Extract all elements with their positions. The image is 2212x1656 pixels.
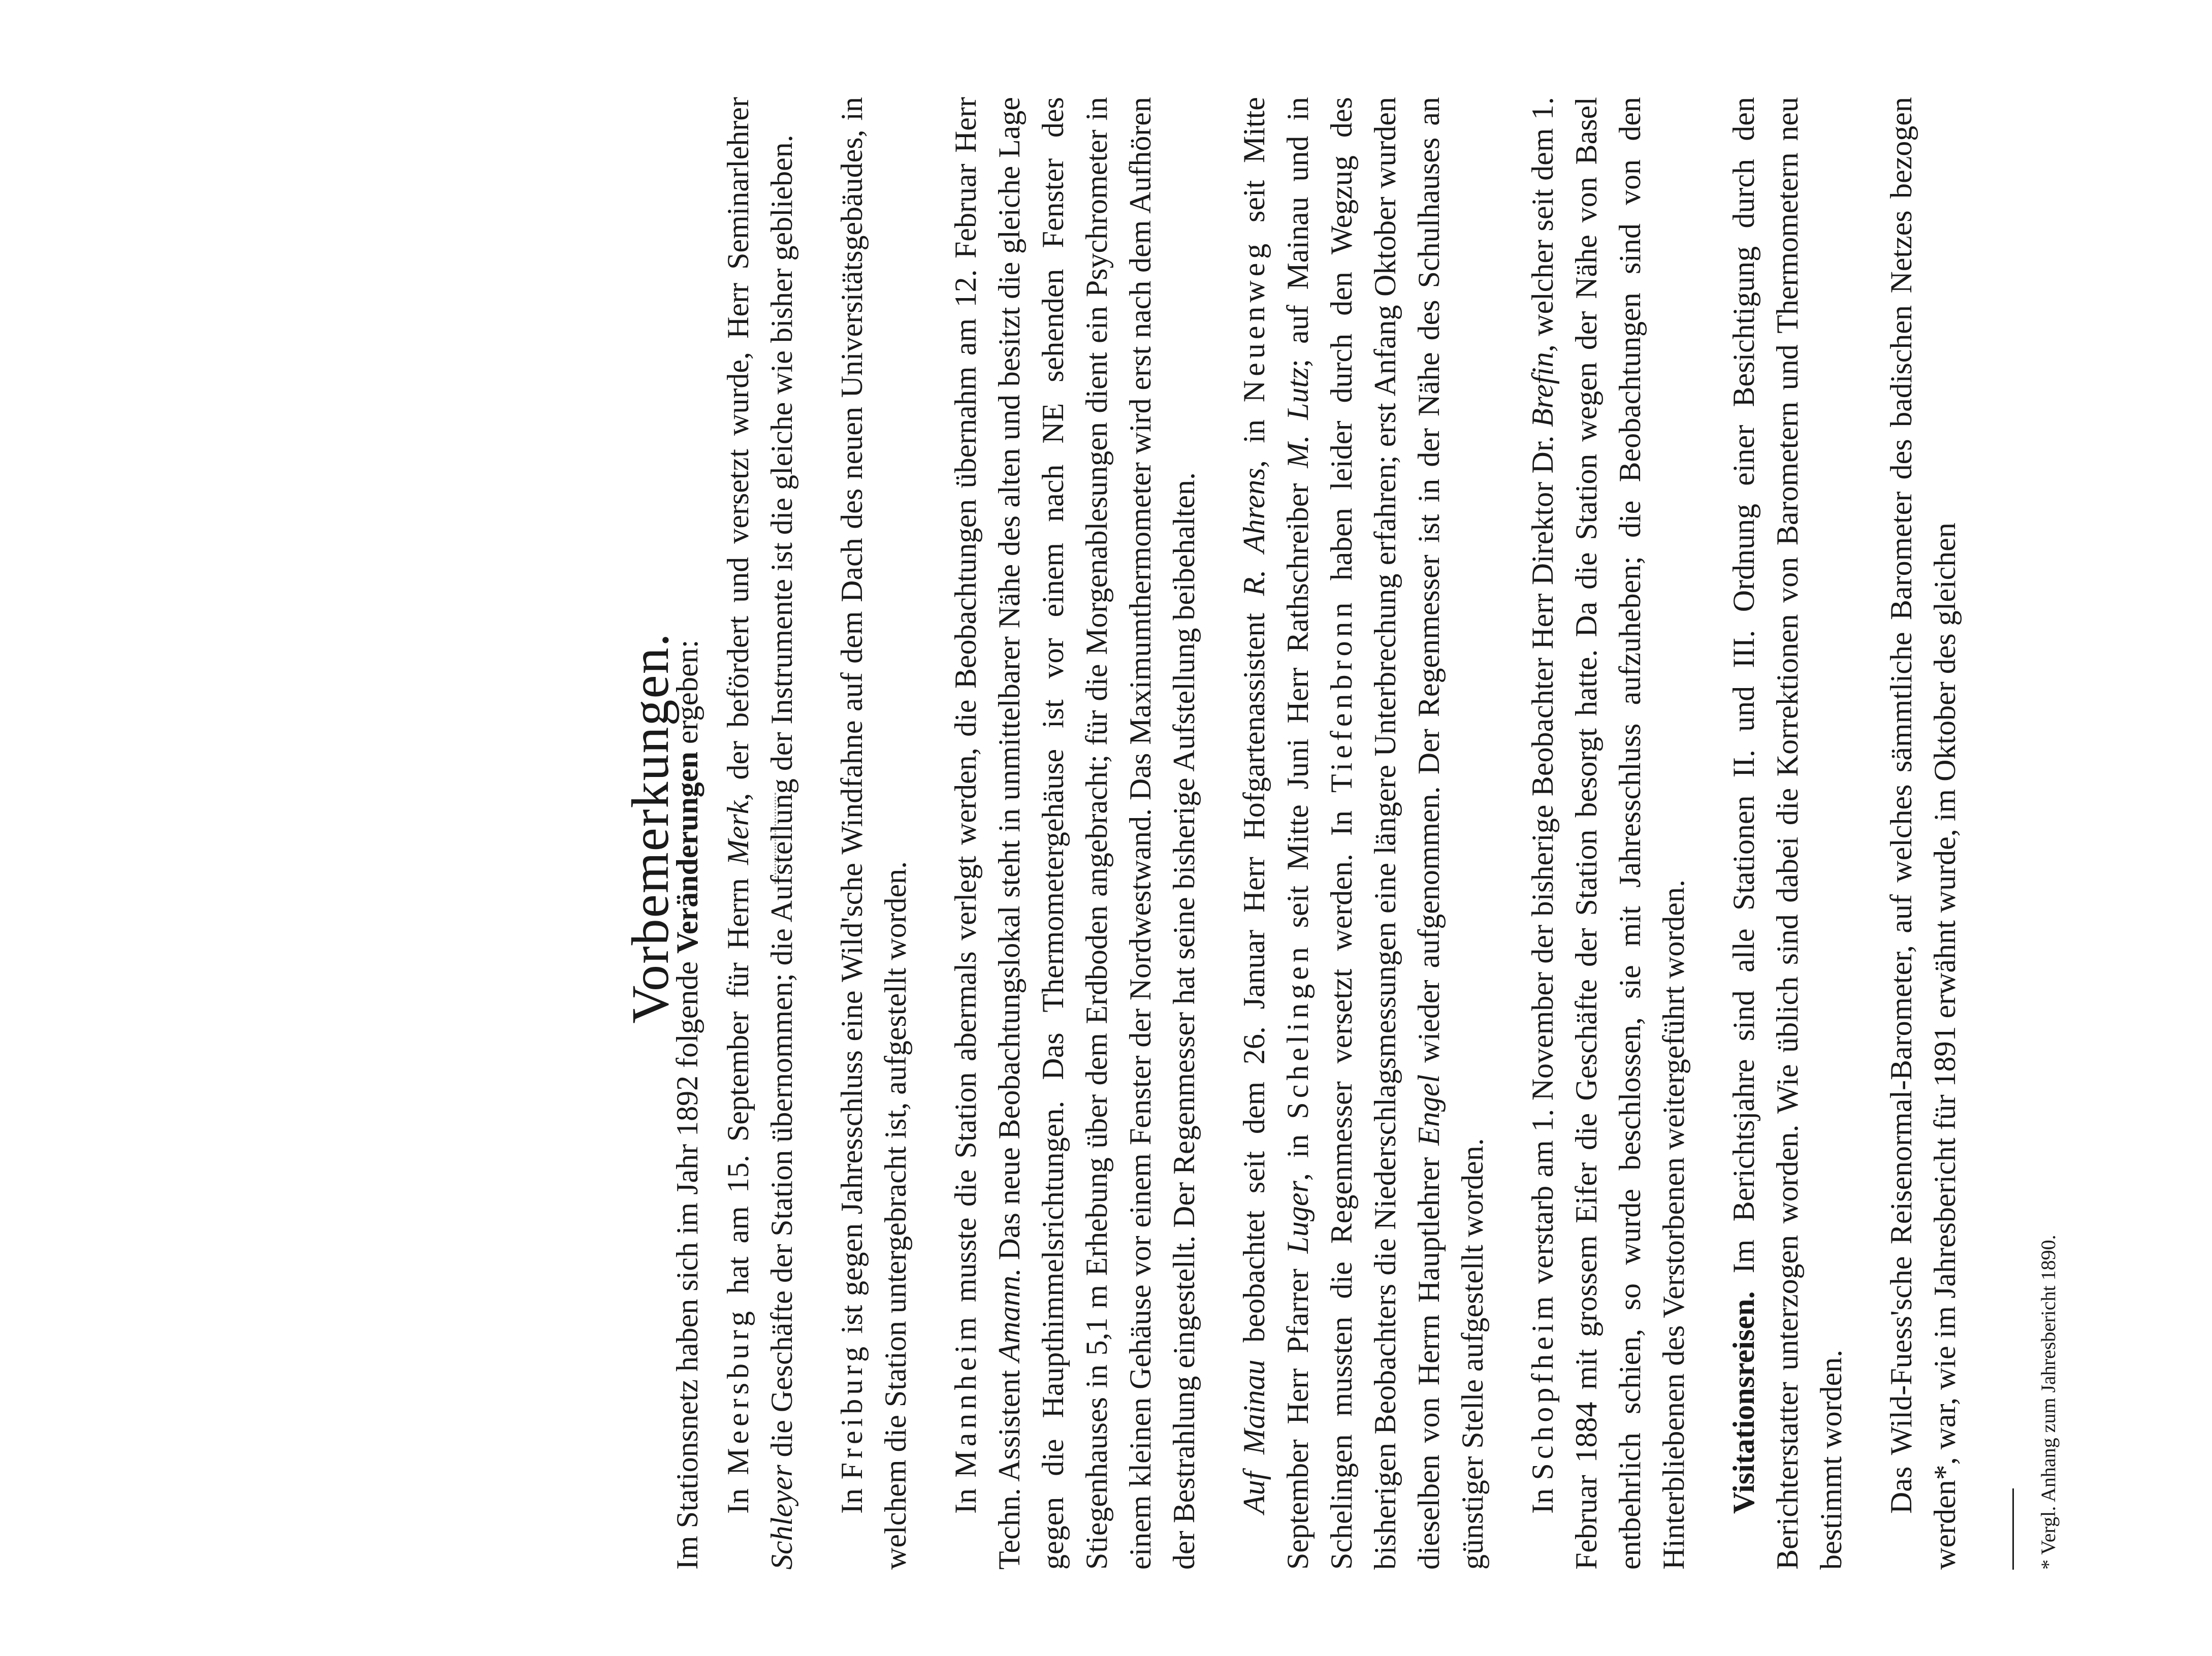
person-name: R. Ahrens <box>1237 468 1271 596</box>
text-column <box>665 97 2063 1570</box>
place-name: Schopfheim <box>1526 1292 1559 1480</box>
person-name: Engel <box>1412 1074 1446 1146</box>
person-name: Amann. <box>992 1268 1026 1362</box>
footnote: * Vergl. Anhang zum Jahresbericht 1890. <box>2037 1235 2060 1570</box>
keyword-veraenderungen: Veränderungen <box>670 752 704 954</box>
person-name: Merk <box>721 800 755 865</box>
person-name: Luger <box>1281 1181 1315 1254</box>
page-title: Vorbemerkungen. <box>621 632 680 1024</box>
place-name: Freiburg <box>835 1342 869 1480</box>
intro-paragraph: Im Stationsnetz haben sich im Jahr 1892 folgende Veränderungen ergeben: <box>670 639 704 1570</box>
place-name: Schelingen <box>1281 943 1315 1119</box>
person-name: Brefin <box>1526 352 1559 428</box>
paragraph-schopfheim: In Schopfheim verstarb am 1. November der bisherige Beobachter Herr Direktor Dr. Brefin, welcher seit dem 1. Februar 1884 mit grossem Eifer die Geschäfte der Station besorgt hatte. Da die Station wegen der Nähe von Basel entbehrlich schien, so wurde beschlossen, sie mit Jahresschluss aufzuheben; die Beobachtungen sind von den Hinterbliebenen des Verstorbenen weitergeführt worden. <box>1526 96 1690 1570</box>
place-name: Neuenweg <box>1237 239 1271 403</box>
paragraph-mainau: Auf Mainau beobachtet seit dem 26. Januar Herr Hofgartenassistent R. Ahrens, in Neuenweg seit Mitte September Herr Pfarrer Luger, in Schelingen seit Mitte Juni Herr Rathschreiber M. Lutz; auf Mainau und in Schelingen mussten die Regenmesser versetzt werden. In Tiefenbronn haben leider durch den Wegzug des bisherigen Beobachters die Niederschlagsmessungen eine längere Unterbrechung erfahren; erst Anfang Oktober wurden dieselben von Herrn Hauptlehrer Engel wieder aufgenommen. Der Regenmesser ist in der Nähe des Schulhauses an günstiger Stelle aufgestellt worden. <box>1237 96 1489 1570</box>
place-name: Mannheim <box>949 1313 982 1478</box>
paragraph-barometer: Das Wild-Fuess'sche Reisenormal-Barometer, auf welches sämmtliche Barometer des badischen Netzes bezogen werden*, war, wie im Jahresbericht für 1891 erwähnt wurde, im Oktober des gleichen <box>1884 97 1962 1570</box>
paragraph-mannheim: In Mannheim musste die Station abermals verlegt werden, die Beobachtungen übernahm am 12. Februar Herr Techn. Assistent Amann. Das neue Beobachtungslokal steht in unmittelbarer Nähe des alten und besitzt die gleiche Lage gegen die Haupthimmelsrichtungen. Das Thermometergehäuse ist vor einem nach NE sehenden Fenster des Stiegenhauses in 5,1 m Erhebung über dem Erdboden angebracht; für die Morgenablesungen dient ein Psychrometer in einem kleinen Gehäuse vor einem Fenster der Nordwestwand. Das Maximumthermometer wird erst nach dem Aufhören der Bestrahlung eingestellt. Der Regenmesser hat seine bisherige Aufstellung beibehalten. <box>949 97 1201 1570</box>
paragraph-freiburg: In Freiburg ist gegen Jahresschluss eine Wild'sche Windfahne auf dem Dach des neuen Universitätsgebäudes, in welchem die Station untergebracht ist, aufgestellt worden. <box>835 96 912 1570</box>
footnote-rule <box>2012 1488 2014 1570</box>
place-name: Auf Mainau <box>1237 1359 1271 1514</box>
person-name: Schleyer <box>765 1465 798 1570</box>
place-name: Tiefenbronn <box>1325 598 1358 793</box>
section-heading: Visitationsreisen. <box>1727 1291 1760 1514</box>
paragraph-visitationsreisen: Visitationsreisen. Im Berichtsjahre sind alle Stationen II. und III. Ordnung einer Besichtigung durch den Berichterstatter unterzogen worden. Wie üblich sind dabei die Korrektionen von Barometern und Thermometern neu bestimmt worden. <box>1727 97 1848 1570</box>
person-name: M. Lutz <box>1281 367 1315 468</box>
place-name: Meersburg <box>721 1307 755 1475</box>
paragraph-meersburg: In Meersburg hat am 15. September für Herrn Merk, der befördert und versetzt wurde, Herr Seminarlehrer Schleyer die Geschäfte der Station übernommen; die Aufstellung der Instrumente ist die gleiche wie bisher geblieben. <box>721 96 798 1570</box>
